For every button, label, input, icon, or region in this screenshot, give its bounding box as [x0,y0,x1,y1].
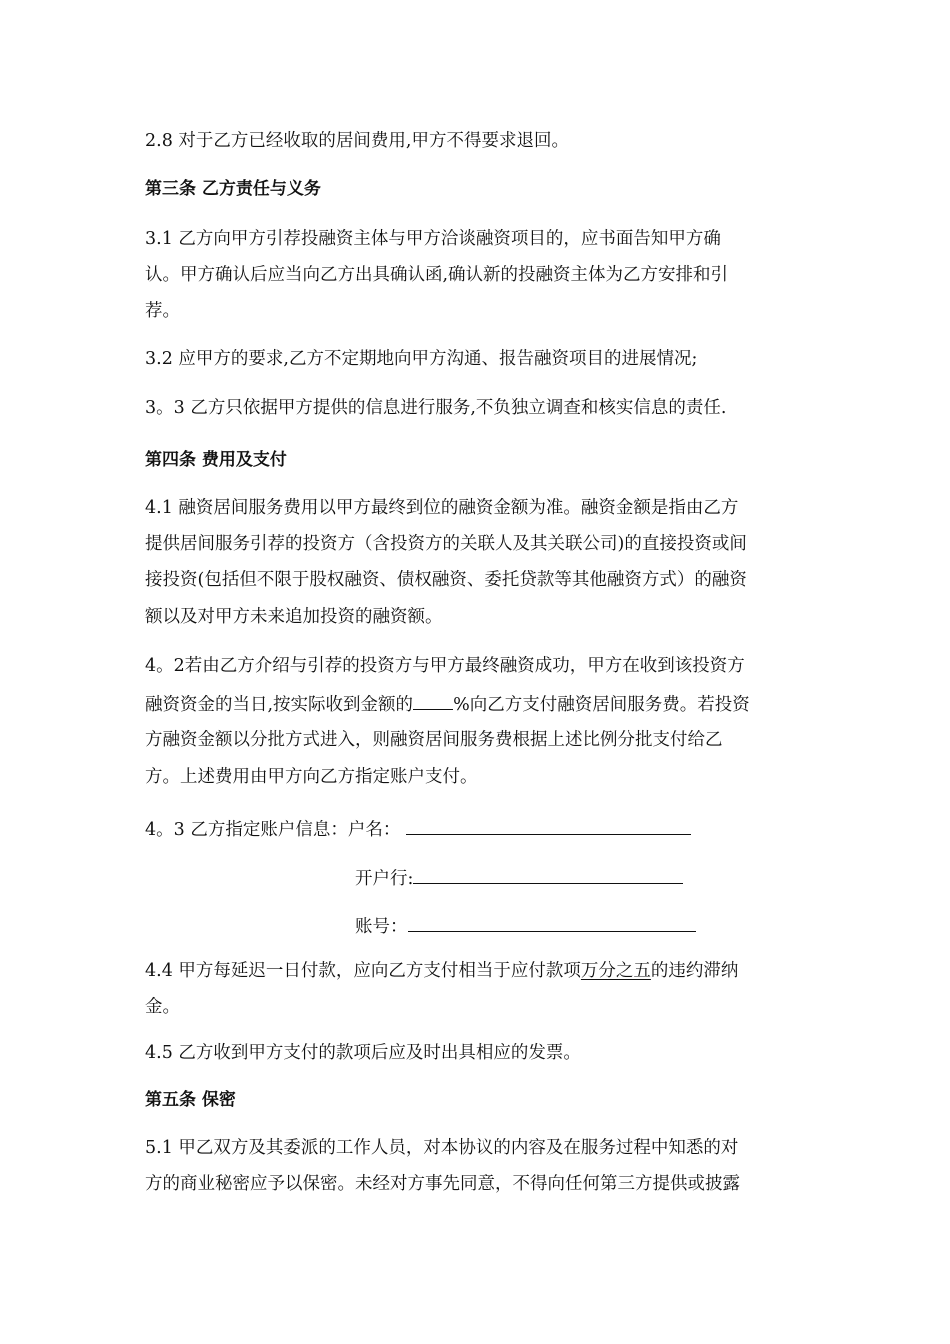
clause-3-1-line-2: 认。甲方确认后应当向乙方出具确认函,确认新的投融资主体为乙方安排和引 [145,265,729,285]
clause-3-2: 3.2 应甲方的要求,乙方不定期地向甲方沟通、报告融资项目的进展情况; [145,349,698,369]
clause-4-4-line-2: 金。 [145,997,180,1017]
clause-4-2-text-a: 融资资金的当日,按实际收到金额的 [145,695,414,715]
clause-5-1-line-1: 5.1 甲乙双方及其委派的工作人员，对本协议的内容及在服务过程中知悉的对 [145,1138,739,1158]
clause-4-4-line-1 [145,960,738,982]
clause-4-1-line-2: 提供居间服务引荐的投资方（含投资方的关联人及其关联公司)的直接投资或间 [145,534,747,554]
account-number-blank [408,914,696,932]
article-4-heading: 第四条 费用及支付 [145,450,287,470]
fee-percentage-blank [413,692,453,710]
clause-4-5: 4.5 乙方收到甲方支付的款项后应及时出具相应的发票。 [145,1043,581,1063]
clause-4-3-bank [355,866,683,890]
clause-3-1-line-1: 3.1 乙方向甲方引荐投融资主体与甲方洽谈融资项目的，应书面告知甲方确 [145,229,721,249]
clause-3-3: 3。3 乙方只依据甲方提供的信息进行服务,不负独立调查和核实信息的责任. [145,398,727,418]
clause-4-2-text-b: %向乙方支付融资居间服务费。若投资 [453,695,750,715]
account-info-label: 4。3 乙方指定账户信息：户名： [145,820,401,840]
clause-4-4-text-c: 的违约滞纳 [650,961,739,981]
clause-5-1-line-2: 方的商业秘密应予以保密。未经对方事先同意，不得向任何第三方提供或披露 [145,1174,740,1194]
article-3-heading: 第三条 乙方责任与义务 [145,179,321,199]
clause-4-1-line-3: 接投资(包括但不限于股权融资、债权融资、委托贷款等其他融资方式）的融资 [145,570,747,590]
clause-4-3-account-name [145,817,691,841]
clause-4-1-line-4: 额以及对甲方未来追加投资的融资额。 [145,607,443,627]
late-fee-rate: 万分之五 [580,961,651,981]
clause-4-2-line-2 [145,692,750,716]
clause-4-4-text-a: 4.4 甲方每延迟一日付款，应向乙方支付相当于应付款项 [145,961,581,981]
clause-3-1-line-3: 荐。 [145,301,180,321]
clause-4-2-line-4: 方。上述费用由甲方向乙方指定账户支付。 [145,767,478,787]
clause-4-3-account-number [355,914,696,938]
article-5-heading: 第五条 保密 [145,1090,236,1110]
clause-2-8: 2.8 对于乙方已经收取的居间费用,甲方不得要求退回。 [145,131,569,151]
bank-label: 开户行: [355,869,414,889]
clause-4-2-line-3: 方融资金额以分批方式进入，则融资居间服务费根据上述比例分批支付给乙 [145,730,723,750]
clause-4-1-line-1: 4.1 融资居间服务费用以甲方最终到位的融资金额为准。融资金额是指由乙方 [145,498,739,518]
account-number-label: 账号： [355,917,408,937]
bank-blank [413,866,683,884]
account-name-blank [406,817,691,835]
clause-4-2-line-1: 4。2若由乙方介绍与引荐的投资方与甲方最终融资成功，甲方在收到该投资方 [145,656,745,676]
